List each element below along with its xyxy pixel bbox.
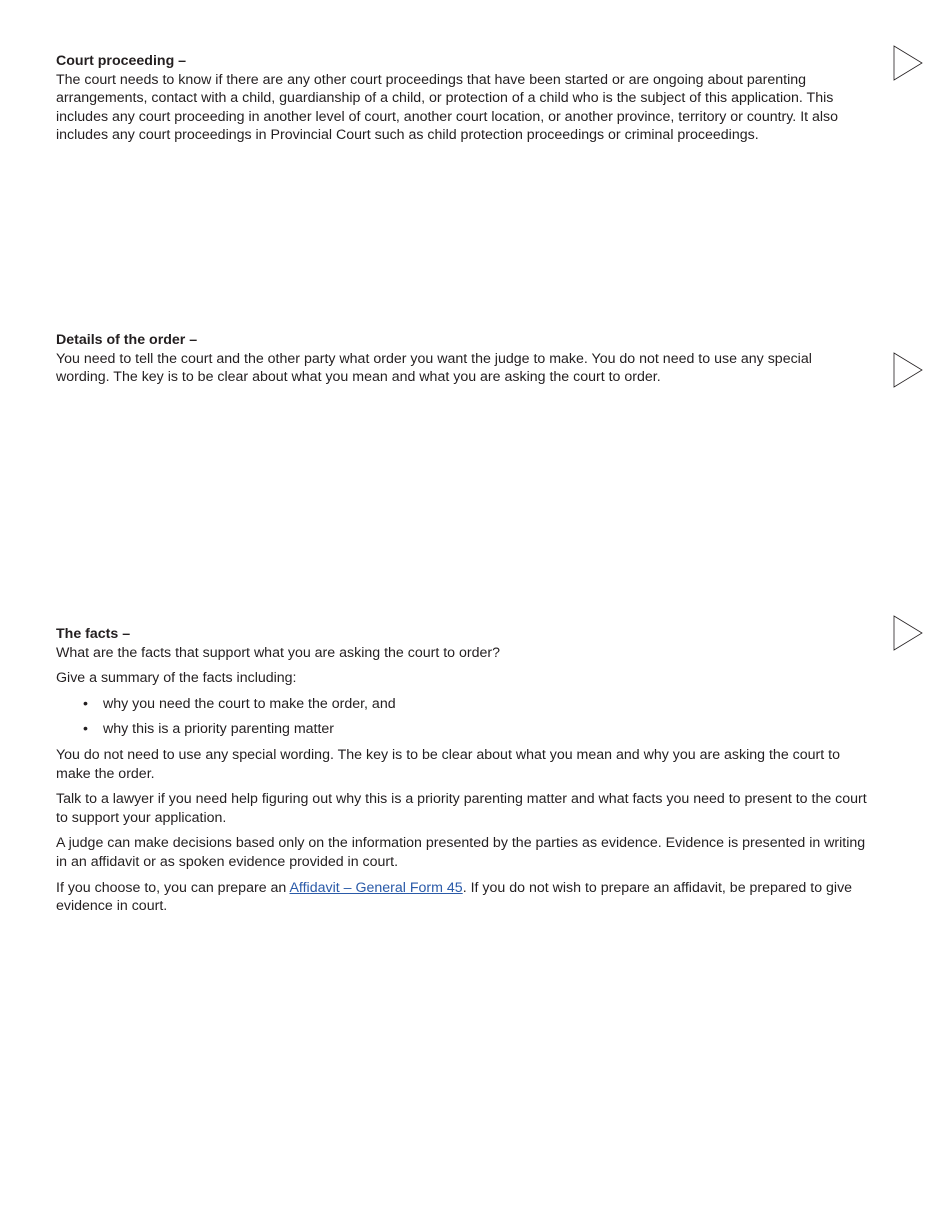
- the-facts-heading: The facts –: [56, 626, 131, 642]
- court-proceeding-section: [56, 52, 868, 145]
- play-arrow-icon[interactable]: [893, 615, 923, 651]
- affidavit-text-after: . If you do not wish to prepare an affidavit, be prepared to give evidence in court.: [56, 879, 853, 915]
- special-wording-text: You do not need to use any special wording. The key is to be clear about what you mean and why you are asking the court to make the order.: [56, 746, 840, 782]
- affidavit-text-before: If you choose to, you can prepare an: [56, 879, 290, 896]
- play-arrow-icon[interactable]: [893, 352, 923, 388]
- evidence-text: A judge can make decisions based only on the information presented by the parties as evidence. Evidence is presented in writing in an affidavit or as spoken evidence provided in court.: [56, 835, 866, 870]
- play-arrow-icon[interactable]: [893, 45, 923, 81]
- list-item: • why you need the court to make the order, and: [56, 695, 868, 714]
- details-of-order-heading: Details of the order –: [56, 332, 198, 348]
- court-proceeding-heading: Court proceeding –: [56, 53, 187, 69]
- lawyer-advice-text: Talk to a lawyer if you need help figuring out why this is a priority parenting matter and what facts you need to present to the court to support your application.: [56, 791, 867, 826]
- the-facts-section: [56, 625, 868, 916]
- details-of-order-text: You need to tell the court and the other party what order you want the judge to make. You do not need to use any special wording. The key is to be clear about what you mean and what you are asking the court to order.: [56, 350, 812, 386]
- affidavit-form-link[interactable]: Affidavit – General Form 45: [289, 879, 463, 896]
- the-facts-question: What are the facts that support what you are asking the court to order?: [56, 644, 500, 661]
- facts-bullet-list: [56, 695, 868, 739]
- court-proceeding-text: The court needs to know if there are any other court proceedings that have been started or are ongoing about parenting arrangements, contact with a child, guardianship of a child, or protection of a child who is the subject of this application. This includes any court proceeding in another level of court, another court location, or another province, territory or country. It also includes any court proceedings in Provincial Court such as child protection proceedings or criminal proceedings.: [56, 71, 839, 144]
- details-of-order-section: [56, 331, 868, 387]
- list-item: • why this is a priority parenting matter: [56, 720, 868, 739]
- affidavit-text: [56, 879, 868, 916]
- summary-intro: Give a summary of the facts including:: [56, 670, 297, 687]
